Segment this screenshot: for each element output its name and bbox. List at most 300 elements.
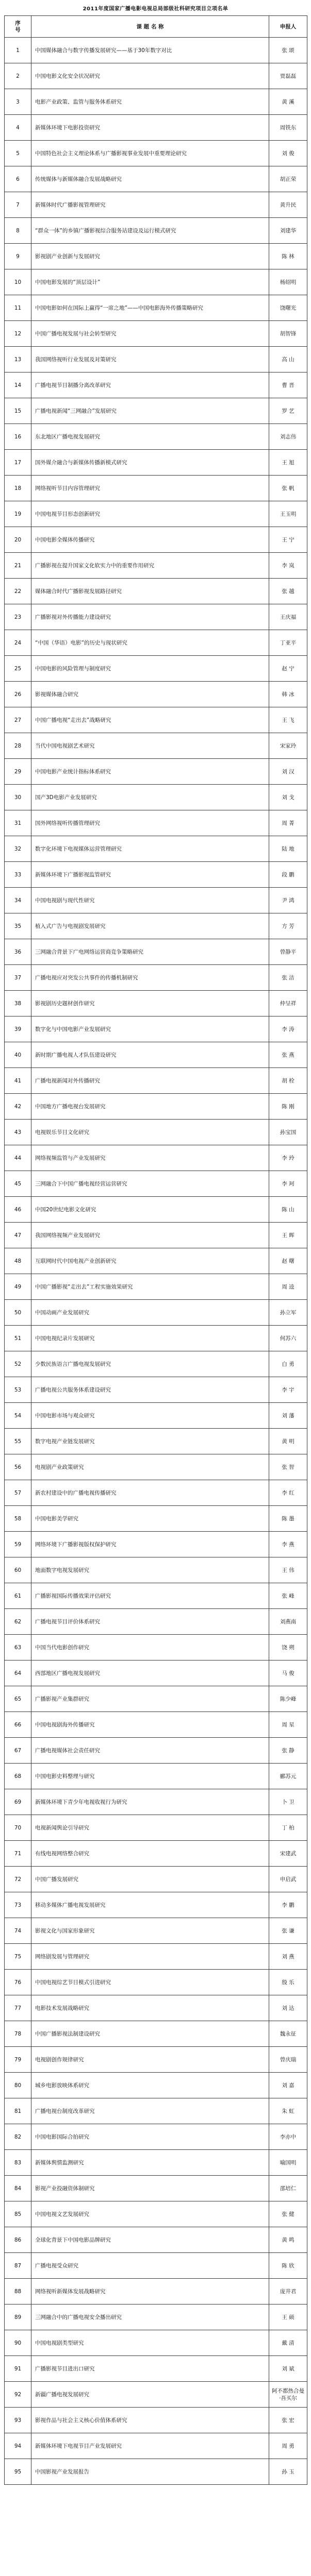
applicant-cell: 宋建武 xyxy=(269,1841,307,1867)
row-number-cell: 17 xyxy=(5,450,31,476)
project-title-cell: 中国电视综艺节目模式引进研究 xyxy=(31,1970,269,1995)
project-title-cell: 东北地区广播电视发展研究 xyxy=(31,424,269,450)
row-number-cell: 6 xyxy=(5,166,31,192)
applicant-cell: 方 芳 xyxy=(269,913,307,939)
row-number-cell: 27 xyxy=(5,707,31,733)
applicant-cell: 胡正荣 xyxy=(269,166,307,192)
table-row xyxy=(5,991,307,1016)
row-number-cell: 23 xyxy=(5,604,31,630)
row-number-cell: 42 xyxy=(5,1094,31,1120)
applicant-cell: 贾磊磊 xyxy=(269,63,307,89)
project-title-cell: 广播影视国际传播效果评估研究 xyxy=(31,1583,269,1609)
table-row xyxy=(5,1145,307,1171)
applicant-cell: 陆 地 xyxy=(269,836,307,862)
applicant-cell: 卜 卫 xyxy=(269,1789,307,1815)
row-number-cell: 75 xyxy=(5,1944,31,1970)
applicant-cell: 白 勇 xyxy=(269,1351,307,1377)
applicant-cell: 王 晖 xyxy=(269,1223,307,1248)
row-number-cell: 57 xyxy=(5,1480,31,1506)
project-title-cell: 电影产业政策、监管与服务体系研究 xyxy=(31,89,269,115)
project-title-cell: 电视新闻舆论引导研究 xyxy=(31,1815,269,1841)
table-row xyxy=(5,1326,307,1351)
applicant-cell: 李 燕 xyxy=(269,1532,307,1557)
project-title-cell: 网络环境下广播影视版权保护研究 xyxy=(31,1532,269,1557)
row-number-cell: 48 xyxy=(5,1248,31,1274)
project-title-cell: 广播电视节目制播分离改革研究 xyxy=(31,372,269,398)
applicant-cell: 饶 朔 xyxy=(269,1635,307,1660)
project-title-cell: 中国电视节目形态创新研究 xyxy=(31,501,269,527)
applicant-cell: 曹 晋 xyxy=(269,372,307,398)
table-row xyxy=(5,1454,307,1480)
row-number-cell: 8 xyxy=(5,218,31,244)
project-title-cell: 三网融合下中国广播电视经营运营研究 xyxy=(31,1171,269,1197)
project-title-cell: 中国电影如何在国际上赢得“一席之地”——中国电影海外传播策略研究 xyxy=(31,295,269,321)
applicant-cell: 李 涛 xyxy=(269,1016,307,1042)
table-row xyxy=(5,836,307,862)
project-title-cell: 中国电影美学研究 xyxy=(31,1506,269,1532)
project-title-cell: 影视剧产业创新与发展研究 xyxy=(31,244,269,269)
applicant-cell: 周 星 xyxy=(269,1712,307,1738)
row-number-cell: 72 xyxy=(5,1867,31,1892)
project-title-cell: 中国电影国际合拍研究 xyxy=(31,2124,269,2150)
applicant-cell: 刘 燕 xyxy=(269,1944,307,1970)
table-row xyxy=(5,1120,307,1145)
applicant-cell: 刘 斌 xyxy=(269,2356,307,2382)
project-title-cell: 广播电视受众研究 xyxy=(31,2253,269,2279)
row-number-cell: 86 xyxy=(5,2227,31,2253)
project-title-cell: 中国电视纪录片发展研究 xyxy=(31,1326,269,1351)
applicant-cell: 曾庆瑞 xyxy=(269,2047,307,2073)
header-number xyxy=(5,16,31,38)
row-number-cell: 4 xyxy=(5,115,31,141)
applicant-cell: 刘 藩 xyxy=(269,1403,307,1429)
project-title-cell: 新媒体时代广播影视管理研究 xyxy=(31,192,269,218)
row-number-cell: 50 xyxy=(5,1300,31,1326)
project-title-cell: 广播电视台制度改革研究 xyxy=(31,2098,269,2124)
project-title-cell: 网络视听节目内容管理研究 xyxy=(31,476,269,501)
applicant-cell: 王庆福 xyxy=(269,604,307,630)
project-title-cell: 影视剧历史题材创作研究 xyxy=(31,991,269,1016)
applicant-cell: 高 山 xyxy=(269,347,307,372)
project-title-cell: 三网融合背景下广电网络运营商竞争策略研究 xyxy=(31,939,269,965)
project-title-cell: 广播影视节目进出口研究 xyxy=(31,2356,269,2382)
project-title-cell: 新媒体环境下电视节目产业发展研究 xyxy=(31,2433,269,2459)
project-title-cell: 地面数字电视发展研究 xyxy=(31,1557,269,1583)
header-number-label: 序号 xyxy=(15,20,21,33)
table-row xyxy=(5,604,307,630)
table-row xyxy=(5,810,307,836)
project-title-cell: 中国当代电影创作研究 xyxy=(31,1635,269,1660)
applicant-cell: 王 飞 xyxy=(269,707,307,733)
project-title-cell: 中国电影发展的“顶层设计” xyxy=(31,269,269,295)
applicant-cell: 刘 汉 xyxy=(269,759,307,785)
table-row xyxy=(5,2253,307,2279)
table-row xyxy=(5,1532,307,1557)
row-number-cell: 22 xyxy=(5,579,31,604)
project-title-cell: 中国电影产业统计指标体系研究 xyxy=(31,759,269,785)
applicant-cell: 周铁东 xyxy=(269,115,307,141)
applicant-cell: 胡智锋 xyxy=(269,321,307,347)
project-title-cell: 我国网络视听行业发展及对策研究 xyxy=(31,347,269,372)
table-row xyxy=(5,2047,307,2073)
table-row xyxy=(5,1248,307,1274)
applicant-cell: 何苏六 xyxy=(269,1326,307,1351)
table-row xyxy=(5,1377,307,1403)
table-row xyxy=(5,1712,307,1738)
applicant-cell: 刘建华 xyxy=(269,218,307,244)
table-row xyxy=(5,2201,307,2227)
applicant-cell: 李 岚 xyxy=(269,553,307,579)
row-number-cell: 73 xyxy=(5,1892,31,1918)
table-row xyxy=(5,1274,307,1300)
project-title-cell: 新媒体环境下广播影视监管研究 xyxy=(31,862,269,888)
applicant-cell: 李亦中 xyxy=(269,2124,307,2150)
table-row xyxy=(5,2330,307,2356)
row-number-cell: 40 xyxy=(5,1042,31,1068)
row-number-cell: 69 xyxy=(5,1789,31,1815)
applicant-cell: 张 越 xyxy=(269,579,307,604)
table-row xyxy=(5,1171,307,1197)
applicant-cell: 黄升民 xyxy=(269,192,307,218)
project-title-cell: 中国地方广播电视台发展研究 xyxy=(31,1094,269,1120)
row-number-cell: 25 xyxy=(5,656,31,682)
applicant-cell: 王玉明 xyxy=(269,501,307,527)
table-row xyxy=(5,1867,307,1892)
row-number-cell: 90 xyxy=(5,2330,31,2356)
table-row xyxy=(5,1351,307,1377)
applicant-cell: 魏永征 xyxy=(269,2021,307,2047)
row-number-cell: 54 xyxy=(5,1403,31,1429)
project-title-cell: 中国影视产业发展报告 xyxy=(31,2459,269,2485)
applicant-cell: 赵 宁 xyxy=(269,656,307,682)
table-row xyxy=(5,888,307,913)
table-row xyxy=(5,785,307,810)
table-row xyxy=(5,2279,307,2304)
applicant-cell: 阿不都热合曼·吾买尔 xyxy=(269,2382,307,2408)
project-title-cell: 少数民族语言广播电视发展研究 xyxy=(31,1351,269,1377)
project-title-cell: 中国特色社会主义理论体系与广播影视事业发展中重要理论研究 xyxy=(31,141,269,166)
project-title-cell: 广播电视媒体社会责任研究 xyxy=(31,1738,269,1764)
table-row xyxy=(5,2150,307,2176)
header-applicant: 申报人 xyxy=(269,16,307,38)
table-row xyxy=(5,630,307,656)
project-title-cell: 媒体融合时代广播影视发展路径研究 xyxy=(31,579,269,604)
row-number-cell: 29 xyxy=(5,759,31,785)
applicant-cell: 孙立军 xyxy=(269,1300,307,1326)
row-number-cell: 9 xyxy=(5,244,31,269)
applicant-cell: 张 健 xyxy=(269,2201,307,2227)
table-row xyxy=(5,1583,307,1609)
document-title: 2011年度国家广播电影电视总局部级社科研究项目立项名单 xyxy=(83,6,228,12)
row-number-cell: 89 xyxy=(5,2304,31,2330)
row-number-cell: 31 xyxy=(5,810,31,836)
applicant-cell: 黄 溪 xyxy=(269,89,307,115)
table-row xyxy=(5,2073,307,2098)
project-title-cell: 影视文化与国家形象研究 xyxy=(31,1918,269,1944)
applicant-cell: 丁 柏 xyxy=(269,1815,307,1841)
table-row xyxy=(5,2304,307,2330)
applicant-cell: 张 静 xyxy=(269,1738,307,1764)
project-title-cell: 广播影视产业集群研究 xyxy=(31,1686,269,1712)
applicant-cell: 王 伟 xyxy=(269,1557,307,1583)
row-number-cell: 3 xyxy=(5,89,31,115)
applicant-cell: 饶曙光 xyxy=(269,295,307,321)
table-row xyxy=(5,1068,307,1094)
row-number-cell: 84 xyxy=(5,2176,31,2201)
table-header xyxy=(5,16,307,38)
project-title-cell: 移动多媒体广播电视发展研究 xyxy=(31,1892,269,1918)
project-title-cell: 影视产业投融资体制研究 xyxy=(31,2176,269,2201)
row-number-cell: 76 xyxy=(5,1970,31,1995)
row-number-cell: 67 xyxy=(5,1738,31,1764)
table-row xyxy=(5,1223,307,1248)
row-number-cell: 93 xyxy=(5,2408,31,2433)
row-number-cell: 18 xyxy=(5,476,31,501)
applicant-cell: 胡 栓 xyxy=(269,1068,307,1094)
applicant-cell: 刘 嘉 xyxy=(269,2073,307,2098)
table-row xyxy=(5,1918,307,1944)
table-row xyxy=(5,218,307,244)
table-row xyxy=(5,1609,307,1635)
applicant-cell: 孙 玉 xyxy=(269,2459,307,2485)
project-title-cell: 中国媒体融合与数字传播发展研究——基于30年数字对比 xyxy=(31,38,269,63)
table-row xyxy=(5,166,307,192)
applicant-cell: 王 硕 xyxy=(269,2304,307,2330)
table-row xyxy=(5,733,307,759)
project-title-cell: 网络视频监管与产业发展研究 xyxy=(31,1145,269,1171)
applicant-cell: 喻国明 xyxy=(269,2150,307,2176)
applicant-cell: 周 菁 xyxy=(269,810,307,836)
row-number-cell: 82 xyxy=(5,2124,31,2150)
applicant-cell: 罗 艺 xyxy=(269,398,307,424)
applicant-cell: 张 洁 xyxy=(269,965,307,991)
row-number-cell: 94 xyxy=(5,2433,31,2459)
table-row xyxy=(5,1016,307,1042)
project-title-cell: 中国动画产业发展研究 xyxy=(31,1300,269,1326)
row-number-cell: 16 xyxy=(5,424,31,450)
table-row xyxy=(5,424,307,450)
row-number-cell: 11 xyxy=(5,295,31,321)
row-number-cell: 20 xyxy=(5,527,31,553)
project-title-cell: 有线电视网络整合研究 xyxy=(31,1841,269,1867)
project-title-cell: 广播电视新闻“三网融合”发展研究 xyxy=(31,398,269,424)
project-title-cell: 电影技术发展战略研究 xyxy=(31,1995,269,2021)
project-title-cell: 网络视听新媒体发展战略研究 xyxy=(31,2279,269,2304)
applicant-cell: 段 鹏 xyxy=(269,862,307,888)
project-title-cell: 国外网络视听传播管理研究 xyxy=(31,810,269,836)
applicant-cell: 刘 达 xyxy=(269,1995,307,2021)
table-row xyxy=(5,707,307,733)
applicant-cell: 刘 戈 xyxy=(269,785,307,810)
project-table-body xyxy=(5,38,307,2485)
applicant-cell: 李 珂 xyxy=(269,1171,307,1197)
project-title-cell: 中国电影的风险管理与制度研究 xyxy=(31,656,269,682)
table-row xyxy=(5,1789,307,1815)
applicant-cell: 黄 鸣 xyxy=(269,2227,307,2253)
table-row xyxy=(5,1970,307,1995)
row-number-cell: 33 xyxy=(5,862,31,888)
applicant-cell: 戴 清 xyxy=(269,2330,307,2356)
table-row xyxy=(5,682,307,707)
table-row xyxy=(5,965,307,991)
table-row xyxy=(5,269,307,295)
table-row xyxy=(5,1764,307,1789)
row-number-cell: 79 xyxy=(5,2047,31,2073)
project-title-cell: 中国20世纪电影文化研究 xyxy=(31,1197,269,1223)
applicant-cell: 周 逵 xyxy=(269,1274,307,1300)
row-number-cell: 28 xyxy=(5,733,31,759)
table-row xyxy=(5,89,307,115)
row-number-cell: 14 xyxy=(5,372,31,398)
table-row xyxy=(5,2021,307,2047)
row-number-cell: 91 xyxy=(5,2356,31,2382)
table-row xyxy=(5,2098,307,2124)
applicant-cell: 刘志伟 xyxy=(269,424,307,450)
row-number-cell: 51 xyxy=(5,1326,31,1351)
applicant-cell: 申启武 xyxy=(269,1867,307,1892)
row-number-cell: 41 xyxy=(5,1068,31,1094)
applicant-cell: 陈 墨 xyxy=(269,1506,307,1532)
applicant-cell: 仲呈祥 xyxy=(269,991,307,1016)
project-title-cell: 数字电视产业链发展研究 xyxy=(31,1429,269,1454)
applicant-cell: 陈 刚 xyxy=(269,1094,307,1120)
applicant-cell: 陈 林 xyxy=(269,244,307,269)
table-row xyxy=(5,913,307,939)
row-number-cell: 56 xyxy=(5,1454,31,1480)
project-title-cell: 影视媒体融合研究 xyxy=(31,682,269,707)
row-number-cell: 58 xyxy=(5,1506,31,1532)
project-title-cell: 当代中国电视剧艺术研究 xyxy=(31,733,269,759)
table-row xyxy=(5,1892,307,1918)
row-number-cell: 35 xyxy=(5,913,31,939)
project-title-cell: 中国电视剧海外传播研究 xyxy=(31,1712,269,1738)
table-row xyxy=(5,2124,307,2150)
row-number-cell: 52 xyxy=(5,1351,31,1377)
row-number-cell: 49 xyxy=(5,1274,31,1300)
project-title-cell: 数字化环境下电视媒体运营管理研究 xyxy=(31,836,269,862)
applicant-cell: 陈少峰 xyxy=(269,1686,307,1712)
project-title-cell: 西部地区广播电视发展研究 xyxy=(31,1660,269,1686)
project-title-cell: 中国电影文化安全状况研究 xyxy=(31,63,269,89)
table-row xyxy=(5,1841,307,1867)
table-row xyxy=(5,476,307,501)
table-row xyxy=(5,1995,307,2021)
project-title-cell: “群众一体”的乡镇广播影视综合服务站建设及运行模式研究 xyxy=(31,218,269,244)
project-title-cell: 中国电视剧类型研究 xyxy=(31,2330,269,2356)
table-row xyxy=(5,1557,307,1583)
applicant-cell: 曾静平 xyxy=(269,939,307,965)
row-number-cell: 10 xyxy=(5,269,31,295)
project-title-cell: 广播电视公共服务体系建设研究 xyxy=(31,1377,269,1403)
row-number-cell: 85 xyxy=(5,2201,31,2227)
row-number-cell: 43 xyxy=(5,1120,31,1145)
project-title-cell: 广播影视对外传播能力建设研究 xyxy=(31,604,269,630)
table-row xyxy=(5,501,307,527)
row-number-cell: 2 xyxy=(5,63,31,89)
applicant-cell: 庞井君 xyxy=(269,2279,307,2304)
table-row xyxy=(5,1738,307,1764)
project-title-cell: 电视娱乐节目文化研究 xyxy=(31,1120,269,1145)
applicant-cell: 张 智 xyxy=(269,1454,307,1480)
applicant-cell: 刘燕南 xyxy=(269,1609,307,1635)
applicant-cell: 张 宏 xyxy=(269,2408,307,2433)
table-row xyxy=(5,939,307,965)
project-title-cell: 广播影视在提升国家文化软实力中的重要作用研究 xyxy=(31,553,269,579)
row-number-cell: 44 xyxy=(5,1145,31,1171)
row-number-cell: 15 xyxy=(5,398,31,424)
applicant-cell: 黄 明 xyxy=(269,1429,307,1454)
project-title-cell: 中国广播发展研究 xyxy=(31,1867,269,1892)
applicant-cell: 宋家玲 xyxy=(269,733,307,759)
applicant-cell: 李 红 xyxy=(269,1480,307,1506)
table-row xyxy=(5,1686,307,1712)
applicant-cell: 李 鹏 xyxy=(269,1892,307,1918)
applicant-cell: 殷 乐 xyxy=(269,1970,307,1995)
project-title-cell: 植入式广告与电视剧发展研究 xyxy=(31,913,269,939)
row-number-cell: 95 xyxy=(5,2459,31,2485)
row-number-cell: 59 xyxy=(5,1532,31,1557)
row-number-cell: 37 xyxy=(5,965,31,991)
project-title-cell: 电视剧创作规律研究 xyxy=(31,2047,269,2073)
applicant-cell: 李 宇 xyxy=(269,1377,307,1403)
project-title-cell: 国产3D电影产业发展研究 xyxy=(31,785,269,810)
project-title-cell: 新疆广播电视发展研究 xyxy=(31,2382,269,2408)
project-title-cell: 中国电影史料整理与研究 xyxy=(31,1764,269,1789)
table-row xyxy=(5,1506,307,1532)
table-row xyxy=(5,2408,307,2433)
project-title-cell: 互联网时代中国电视产业创新研究 xyxy=(31,1248,269,1274)
project-title-cell: 网络剧发展与管理研究 xyxy=(31,1944,269,1970)
project-title-cell: 中国广播影视法制建设研究 xyxy=(31,2021,269,2047)
row-number-cell: 68 xyxy=(5,1764,31,1789)
row-number-cell: 66 xyxy=(5,1712,31,1738)
table-row xyxy=(5,141,307,166)
row-number-cell: 80 xyxy=(5,2073,31,2098)
project-title-cell: 新媒体舆情监测研究 xyxy=(31,2150,269,2176)
row-number-cell: 21 xyxy=(5,553,31,579)
project-table xyxy=(4,15,307,2485)
project-title-cell: 传统媒体与新媒体融合发展战略研究 xyxy=(31,166,269,192)
table-row xyxy=(5,192,307,218)
project-title-cell: 广播电视应对突发公共事件的传播机制研究 xyxy=(31,965,269,991)
table-row xyxy=(5,115,307,141)
row-number-cell: 74 xyxy=(5,1918,31,1944)
applicant-cell: 李 玲 xyxy=(269,1145,307,1171)
project-title-cell: 我国网络视频产业发展研究 xyxy=(31,1223,269,1248)
applicant-cell: 陈 山 xyxy=(269,1197,307,1223)
row-number-cell: 77 xyxy=(5,1995,31,2021)
row-number-cell: 5 xyxy=(5,141,31,166)
table-row xyxy=(5,2433,307,2459)
project-title-cell: 影视作品与社会主义核心价值体系研究 xyxy=(31,2408,269,2433)
row-number-cell: 70 xyxy=(5,1815,31,1841)
table-row xyxy=(5,1300,307,1326)
row-number-cell: 81 xyxy=(5,2098,31,2124)
row-number-cell: 83 xyxy=(5,2150,31,2176)
project-title-cell: “中国（华语）电影”的历史与现状研究 xyxy=(31,630,269,656)
applicant-cell: 张 帆 xyxy=(269,476,307,501)
applicant-cell: 张 燕 xyxy=(269,1042,307,1068)
table-row xyxy=(5,450,307,476)
row-number-cell: 30 xyxy=(5,785,31,810)
table-row xyxy=(5,372,307,398)
table-row xyxy=(5,321,307,347)
applicant-cell: 张 颂 xyxy=(269,38,307,63)
applicant-cell: 王 旭 xyxy=(269,450,307,476)
applicant-cell: 刘 俊 xyxy=(269,141,307,166)
project-title-cell: 数字化与中国电影产业发展研究 xyxy=(31,1016,269,1042)
applicant-cell: 韩 冰 xyxy=(269,682,307,707)
